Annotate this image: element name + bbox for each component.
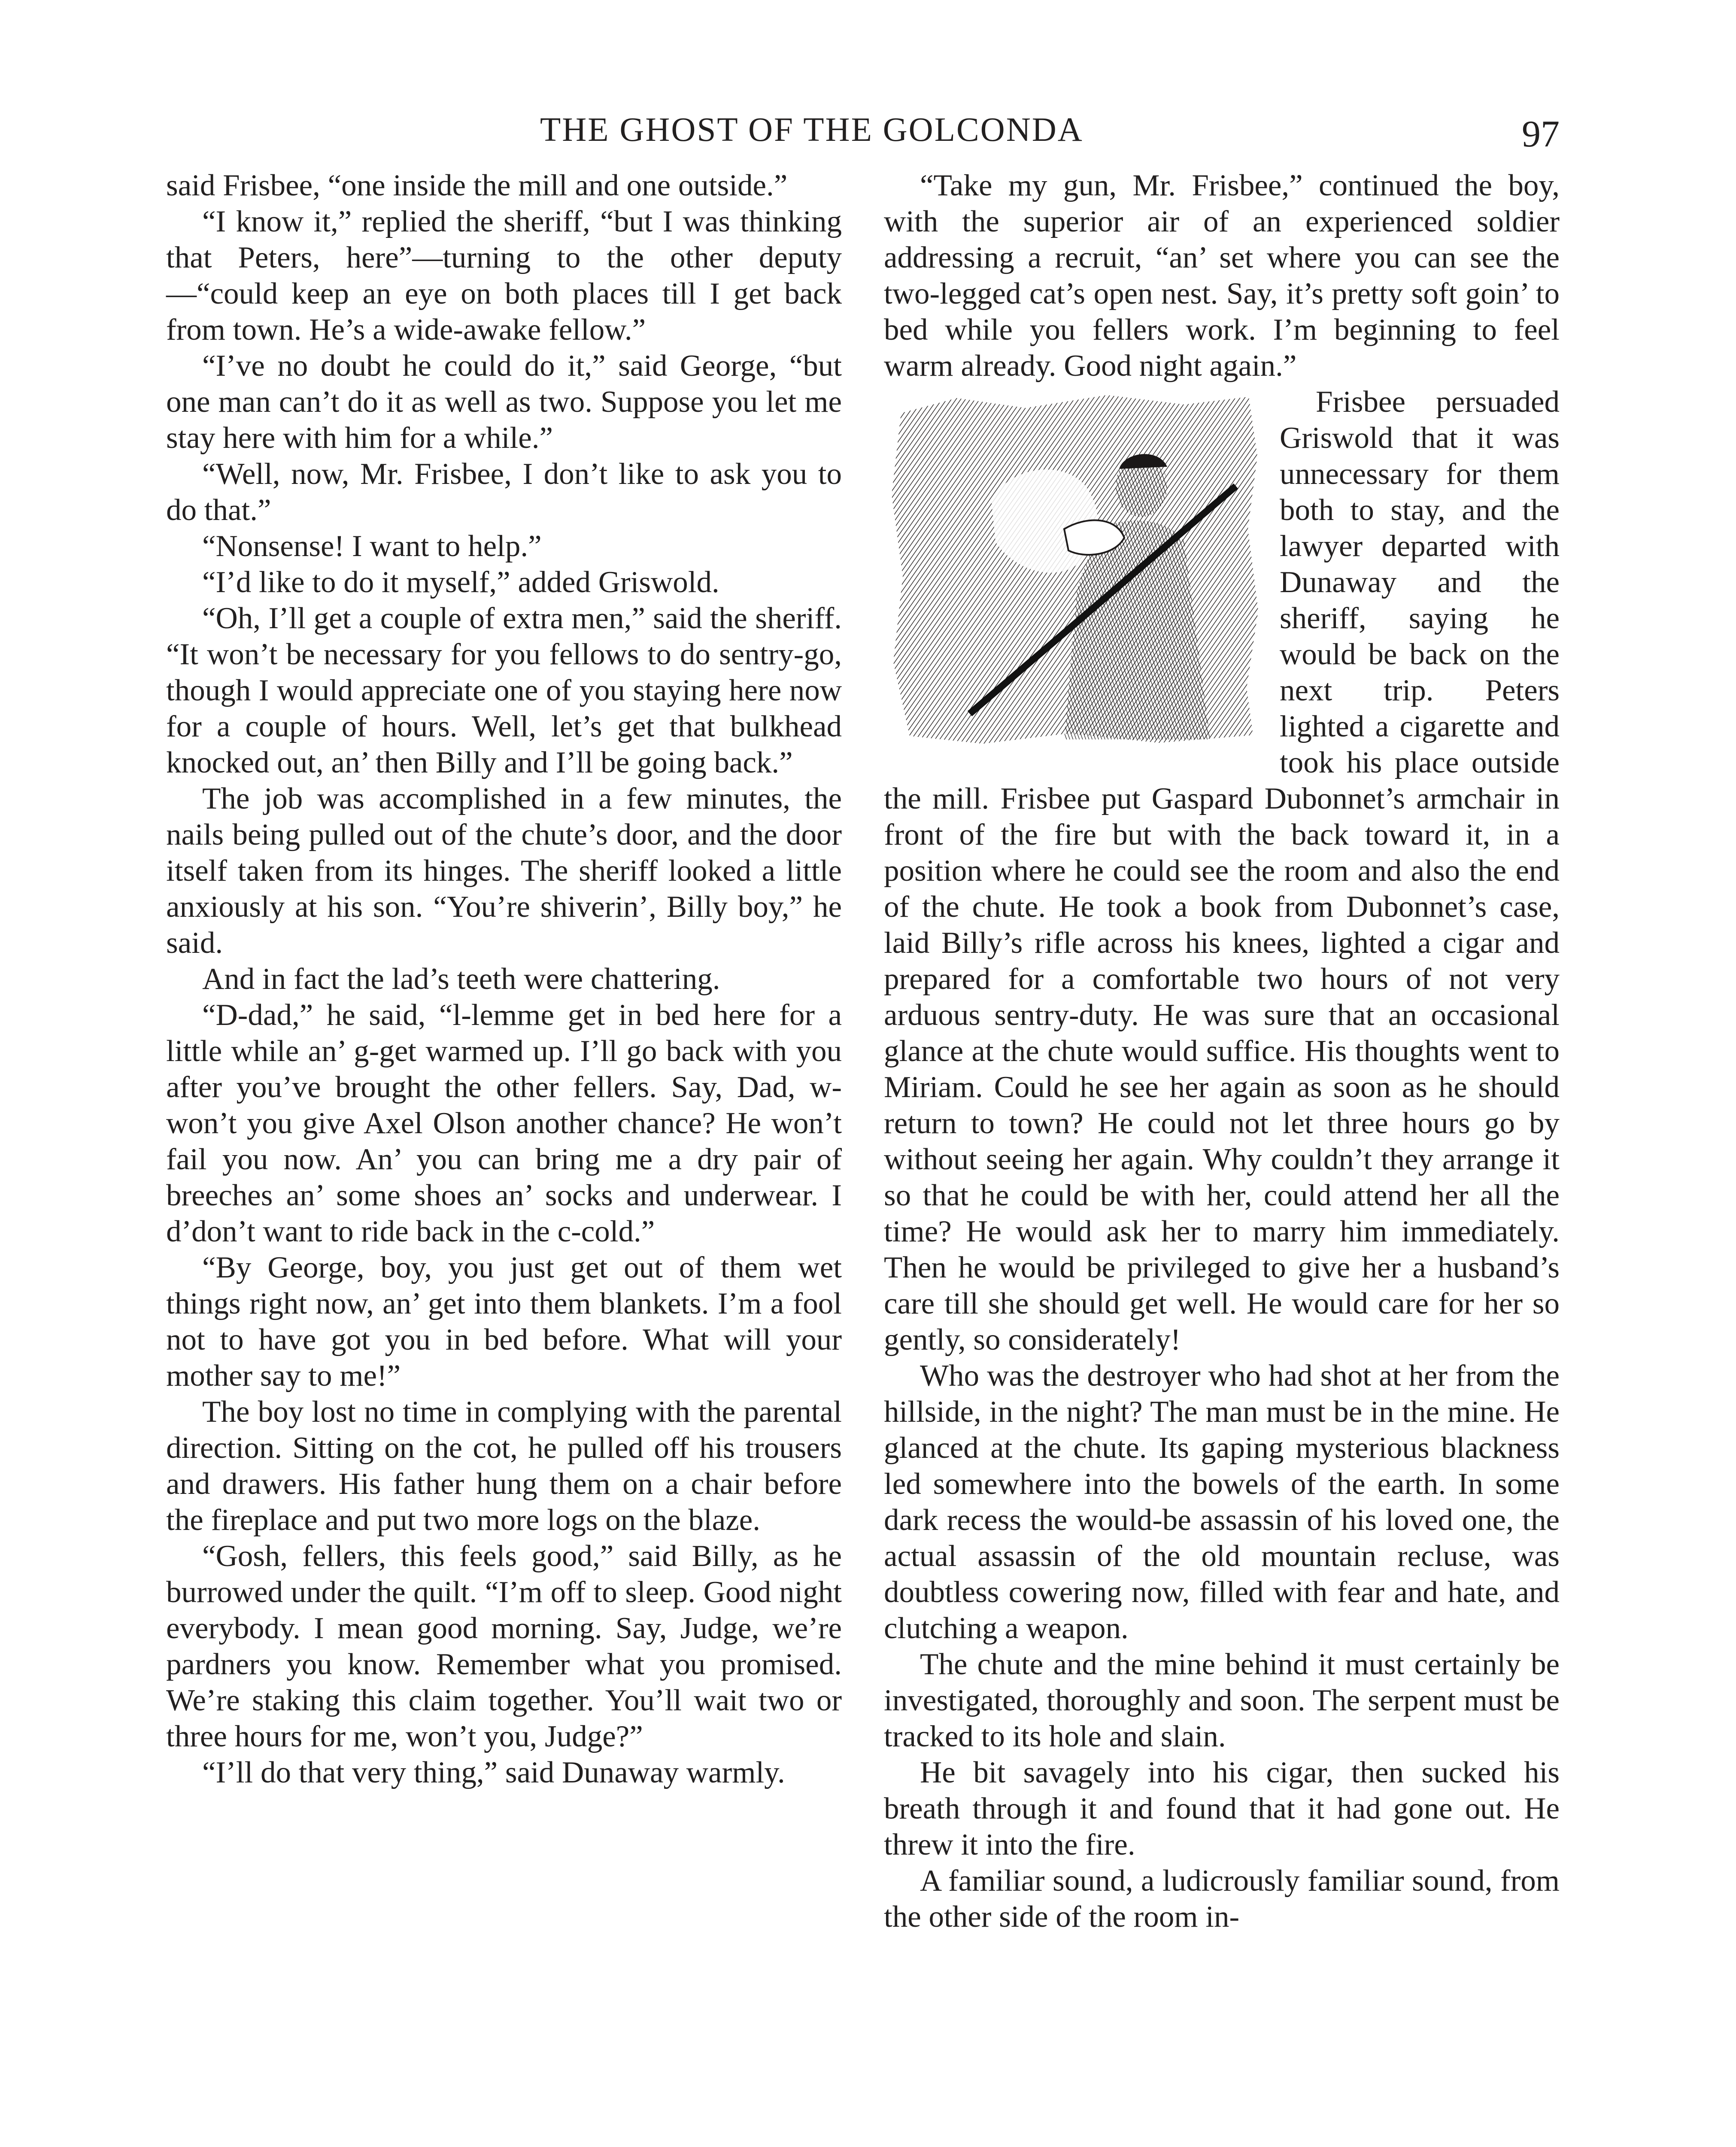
paragraph: Who was the destroyer who had shot at her from the hillside, in the night? The man must be in the mine. He glanced at the chute. Its gaping mysterious blackness led somewhere into the bowels of the earth. In some dark recess the would-be assassin of his loved one, the actual assassin of the old mountain recluse, was doubtless cowering now, filled with fear and hate, and clutching a weapon.: [884, 1359, 1560, 1645]
paragraph: “I’ll do that very thing,” said Dunaway warmly.: [202, 1756, 785, 1789]
paragraph: The boy lost no time in complying with the parental direction. Sitting on the cot, he pulled off his trousers and drawers. His father hung them on a chair before the fireplace and put two more logs on the blaze.: [166, 1395, 842, 1537]
paragraph: “Nonsense! I want to help.”: [202, 529, 542, 563]
illustration-man-with-rifle: [884, 387, 1262, 747]
paragraph: “Take my gun, Mr. Frisbee,” continued the boy, with the superior air of an experienced soldier addressing a recruit, “an’ set where you can see the two-legged cat’s open nest. Say, it’s pretty soft goin’ to bed while you fellers work. I’m beginning to feel warm already. Good night again.”: [884, 169, 1560, 383]
right-column: [884, 167, 1560, 1935]
paragraph: “D-dad,” he said, “l-lemme get in bed here for a little while an’ g-get warmed up. I’ll go back with you after you’ve brought the other fellers. Say, Dad, w-won’t you give Axel Olson another chance? He won’t fail you now. An’ you can bring me a dry pair of breeches an’ some shoes an’ socks and underwear. I d’don’t want to ride back in the c-cold.”: [166, 998, 842, 1248]
paragraph: said Frisbee, “one inside the mill and one outside.”: [166, 169, 788, 202]
page-number: 97: [1522, 113, 1560, 155]
paragraph: “I’ve no doubt he could do it,” said George, “but one man can’t do it as well as two. Suppose you let me stay here with him for a while.”: [166, 349, 842, 455]
paragraph: “Well, now, Mr. Frisbee, I don’t like to ask you to do that.”: [166, 457, 842, 527]
paragraph: The job was accomplished in a few minutes, the nails being pulled out of the chute’s door, and the door itself taken from its hinges. The sheriff looked a little anxiously at his son. “You’re shiverin’, Billy boy,” he said.: [166, 782, 842, 960]
paragraph: “Gosh, fellers, this feels good,” said Billy, as he burrowed under the quilt. “I’m off to sleep. Good night everybody. I mean good morning. Say, Judge, we’re pardners you know. Remember what you promised. We’re staking this claim together. You’ll wait two or three hours for me, won’t you, Judge?”: [166, 1539, 842, 1753]
paragraph: “By George, boy, you just get out of them wet things right now, an’ get into them blankets. I’m a fool not to have got you in bed before. What will your mother say to me!”: [166, 1251, 842, 1393]
running-head-title: THE GHOST OF THE GOLCONDA: [540, 111, 1083, 149]
paragraph: “I know it,” replied the sheriff, “but I was thinking that Peters, here”—turning to the other deputy—“could keep an eye on both places till I get back from town. He’s a wide-awake fellow.”: [166, 205, 842, 347]
paragraph: A familiar sound, a ludicrously familiar sound, from the other side of the room in-: [884, 1864, 1560, 1934]
paragraph: He bit savagely into his cigar, then sucked his breath through it and found that it had gone out. He threw it into the fire.: [884, 1756, 1560, 1861]
paragraph: Frisbee persuaded Griswold that it was unnecessary for them both to stay, and the lawyer departed with Dunaway and the sheriff, saying he would be back on the next trip. Peters lighted a cigarette and took his place outside the mill. Frisbee put Gaspard Dubonnet’s armchair in front of the fire but with the back toward it, in a position where he could see the room and also the end of the chute. He took a book from Dubonnet’s case, laid Billy’s rifle across his knees, lighted a cigar and prepared for a comfortable two hours of not very arduous sentry-duty. He was sure that an occasional glance at the chute would suffice. His thoughts went to Miriam. Could he see her again as soon as he should return to town? He could not let three hours go by without seeing her again. Why couldn’t they arrange it so that he could be with her, could attend her all the time? He would ask her to marry him immediately. Then he would be privileged to give her a husband’s care till she should get well. He would care for her so gently, so considerately!: [884, 385, 1560, 1356]
left-column: [166, 167, 842, 1791]
paragraph: “Oh, I’ll get a couple of extra men,” said the sheriff. “It won’t be necessary for you fellows to do sentry-go, though I would appreciate one of you staying here now for a couple of hours. Well, let’s get that bulkhead knocked out, an’ then Billy and I’ll be going back.”: [166, 602, 842, 779]
paragraph: The chute and the mine behind it must certainly be investigated, thoroughly and soon. The serpent must be tracked to its hole and slain.: [884, 1648, 1560, 1753]
paragraph: And in fact the lad’s teeth were chattering.: [202, 962, 720, 996]
paragraph: “I’d like to do it myself,” added Griswold.: [202, 566, 719, 599]
